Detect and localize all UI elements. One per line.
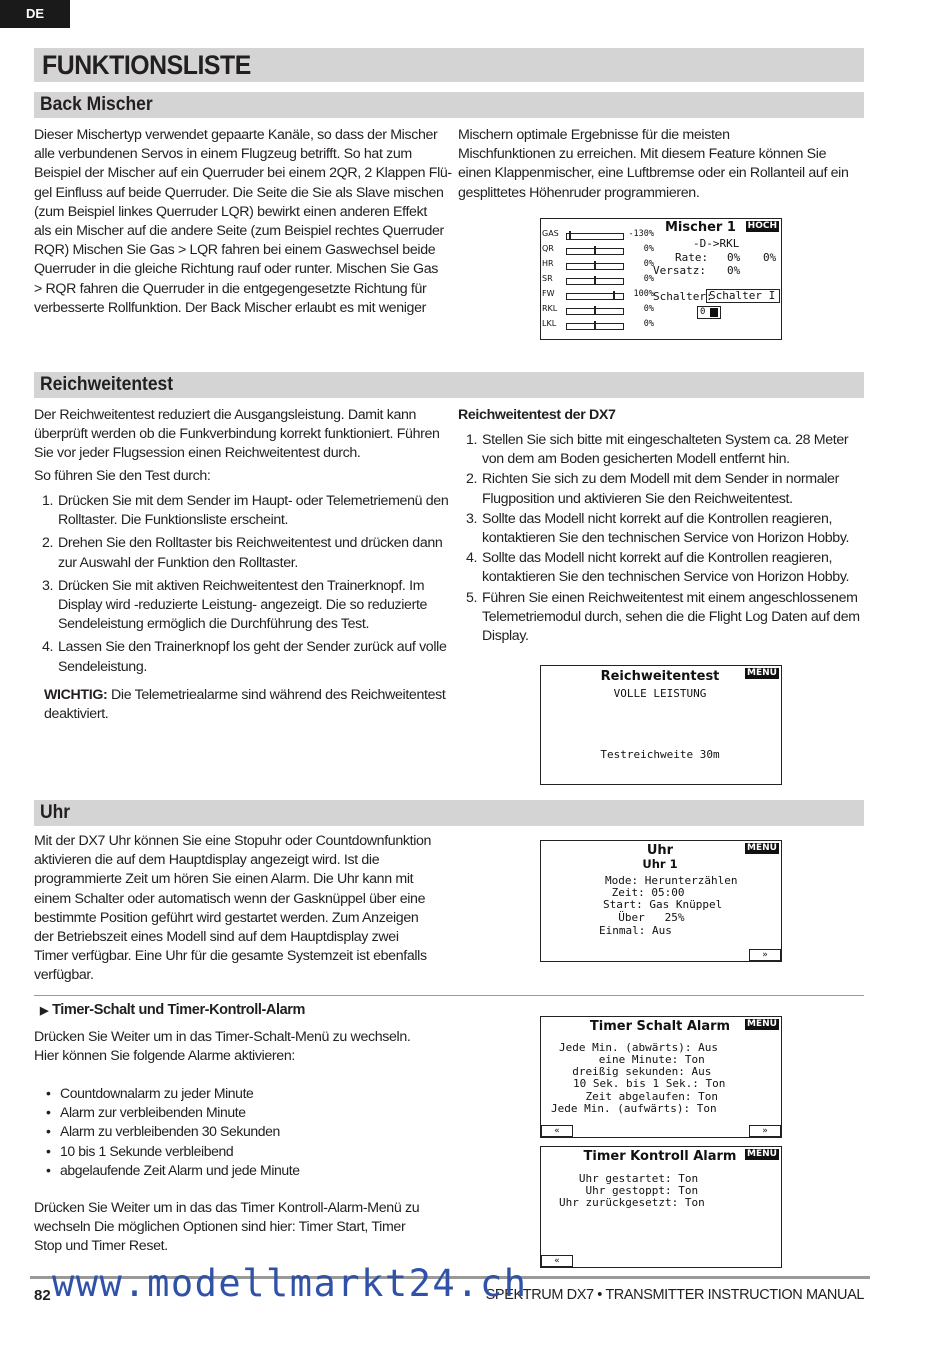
- channel-marker: [594, 321, 596, 330]
- section-heading-clock: Uhr: [40, 802, 71, 823]
- switch-select[interactable]: Schalter I: [706, 289, 780, 303]
- text-line: Drücken Sie mit dem Sender im Haupt- oder Telemetriemenü den: [58, 493, 449, 509]
- section-heading-back-mixer: Back Mischer: [40, 94, 153, 115]
- step-number: 3.: [466, 510, 478, 527]
- text-line: Beispiel der Mischer auf ein Querruder bei einem 2QR, 2 Klappen Flü-: [34, 165, 452, 182]
- channel-row-sr: [541, 273, 656, 287]
- channel-label: SR: [542, 274, 553, 283]
- timer-alarm-heading: Timer-Schalt und Timer-Kontroll-Alarm: [52, 1002, 306, 1018]
- text-line: Stop und Timer Reset.: [34, 1238, 168, 1255]
- timer-once-row[interactable]: Einmal: Aus: [599, 924, 672, 937]
- alarm-list: [46, 1084, 300, 1180]
- channel-marker: [569, 231, 571, 240]
- text-line: Sendeleistung.: [58, 658, 147, 675]
- text-line: programmierte Zeit um hören Sie einen Alarm. Die Uhr kann mit: [34, 871, 414, 888]
- text-line: Führen Sie einen Reichweitentest mit einem angeschlossenem: [482, 589, 858, 606]
- alarm-row[interactable]: Jede Min. (abwärts): Aus: [559, 1041, 718, 1054]
- mixer-screen-title: Mischer 1: [665, 220, 736, 235]
- timer-alarm-outro: [34, 1199, 419, 1257]
- list-item: [458, 470, 860, 508]
- offset-label: Versatz:: [653, 264, 706, 277]
- text-line: Dieser Mischertyp verwendet gepaarte Kanäle, so dass der Mischer: [34, 127, 438, 143]
- channel-row-rkl: [541, 303, 656, 317]
- channel-marker: [594, 261, 596, 270]
- text-line: Timer verfügbar. Eine Uhr für die gesamte Systemzeit ist ebenfalls: [34, 948, 427, 965]
- alarm-row[interactable]: Jede Min. (aufwärts): Ton: [551, 1102, 717, 1115]
- channel-marker: [594, 306, 596, 315]
- text-line: Drücken Sie mit aktiven Reichweitentest den Trainerknopf. Im: [58, 577, 425, 594]
- text-line: gel Einfluss auf beide Querruder. Die Seite die Sie als Slave mischen: [34, 184, 444, 201]
- list-item: • Alarm zu verbleibenden 30 Sekunden: [46, 1122, 300, 1141]
- alarm-row[interactable]: Uhr gestartet: Ton: [559, 1172, 699, 1185]
- text-line: gesplittetes Höhenruder programmieren.: [458, 184, 700, 201]
- text-line: von dem am Boden gesicherten Modell entfernt hin.: [482, 451, 790, 468]
- text-line: Lassen Sie den Trainerknopf los geht der Sender zurück auf volle: [58, 639, 447, 656]
- text-line: Sollte das Modell nicht korrekt auf die Kontrollen reagieren,: [482, 550, 833, 567]
- page-title: FUNKTIONSLISTE: [42, 50, 251, 80]
- list-item: [458, 510, 860, 548]
- channel-row-hr: [541, 258, 656, 272]
- text-line: Telemetriemodul durch, sehen die die Flight Log Daten auf dem: [482, 608, 860, 625]
- list-item: [458, 431, 860, 469]
- channel-value: 0%: [643, 259, 654, 269]
- mix-direction: -D->RKL: [693, 237, 740, 250]
- switch-indicator-icon: [710, 308, 718, 317]
- text-line: Richten Sie sich zu dem Modell mit dem Sender in normaler: [482, 471, 839, 488]
- list-item: [34, 492, 448, 530]
- timer-start-row[interactable]: Start: Gas Knüppel: [603, 898, 723, 911]
- text-line: RQR) Mischen Sie Gas > LQR fahren bei einem Gaswechsel beide: [34, 242, 436, 259]
- section-bar-back-mixer: [34, 92, 864, 118]
- text-line: (zum Beispiel linkes Querruder LQR) bewirkt einen anderen Effekt: [34, 203, 427, 220]
- channel-value: 0%: [643, 274, 654, 284]
- back-mixer-text-right: [458, 126, 849, 203]
- timer-switch-alarm-screen: [540, 1016, 782, 1138]
- list-item: [34, 534, 448, 572]
- text-line: kontaktieren Sie den technischen Service von Horizon Hobby.: [482, 530, 850, 547]
- text-line: einen Klappenmischer, eine Luftbremse oder ein Rollanteil auf ein: [458, 165, 849, 182]
- dx7-range-test: [458, 406, 616, 425]
- range-test-screen: [540, 665, 782, 785]
- channel-label: GAS: [542, 229, 559, 238]
- list-item: • abgelaufende Zeit Alarm und jede Minute: [46, 1161, 300, 1180]
- channel-row-fw: [541, 288, 656, 302]
- text-line: Stellen Sie sich bitte mit eingeschalteten System ca. 28 Meter: [482, 432, 849, 448]
- warning-line: [44, 686, 445, 705]
- next-page-button[interactable]: »: [749, 949, 781, 961]
- list-item: [34, 638, 448, 676]
- timer-control-alarm-title: Timer Kontroll Alarm: [583, 1149, 737, 1164]
- list-item: • Countdownalarm zu jeder Minute: [46, 1084, 300, 1103]
- page-number: 82: [34, 1287, 51, 1304]
- test-range-label: Testreichweite 30m: [600, 748, 720, 761]
- menu-button[interactable]: MENU: [747, 1019, 777, 1029]
- step-number: 2.: [42, 535, 54, 552]
- text-line: Flugposition und aktivieren Sie den Reichweitentest.: [482, 490, 793, 507]
- watermark: www.modellmarkt24.ch: [52, 1262, 528, 1305]
- text-line: alle verbundenen Servos in einem Flugzeug betrifft. So hat zum: [34, 146, 412, 163]
- alarm-row[interactable]: Zeit abgelaufen: Ton: [559, 1090, 718, 1103]
- menu-button[interactable]: MENU: [747, 843, 777, 853]
- prev-page-button[interactable]: «: [541, 1255, 573, 1267]
- channel-value: 100%: [633, 289, 654, 299]
- section-heading-range-test: Reichweitentest: [40, 374, 174, 395]
- timer-mode-row[interactable]: Mode: Herunterzählen: [605, 874, 738, 887]
- channel-value: 0%: [643, 319, 654, 329]
- channel-marker: [594, 246, 596, 255]
- switch-position: [697, 306, 721, 319]
- text-line: wechseln Die möglichen Optionen sind hier: Timer Start, Timer: [34, 1219, 406, 1236]
- text-line: der Betriebszeit eines Modell sind auf dem Hauptdisplay zwei: [34, 929, 399, 946]
- switch-position-value: 0: [700, 307, 706, 317]
- channel-label: FW: [542, 289, 555, 298]
- section-bar-clock: [34, 800, 864, 826]
- range-test-steps: [34, 492, 448, 677]
- list-item: • 10 bis 1 Sekunde verbleibend: [46, 1142, 300, 1161]
- text-line: Sendeleistung ermöglich die Durchführung des Test.: [58, 616, 370, 633]
- timer-alarm-intro: [34, 1028, 411, 1066]
- triangle-right-icon: ▶: [40, 1005, 49, 1017]
- channel-row-qr: [541, 243, 656, 257]
- text-line: aktivieren die auf dem Hauptdisplay angezeigt wird. Ist die: [34, 852, 380, 869]
- rate-label: Rate:: [675, 251, 709, 264]
- back-mixer-text-left: [34, 126, 452, 318]
- rate-value-2[interactable]: 0%: [763, 251, 777, 264]
- list-item: [458, 589, 860, 647]
- alarm-row[interactable]: eine Minute: Ton: [559, 1053, 705, 1066]
- text-line: Der Reichweitentest reduziert die Ausgangsleistung. Damit kann: [34, 407, 417, 423]
- channel-label: QR: [542, 244, 554, 253]
- text-line: Drücken Sie Weiter um in das Timer-Schalt-Menü zu wechseln.: [34, 1029, 411, 1045]
- menu-button[interactable]: MENU: [747, 668, 777, 678]
- text-line: Mischfunktionen zu erreichen. Mit diesem Feature können Sie: [458, 146, 827, 163]
- manual-title: SPEKTRUM DX7 • TRANSMITTER INSTRUCTION MANUAL: [485, 1287, 864, 1303]
- page-title-bar: [34, 48, 864, 82]
- power-status: VOLLE LEISTUNG: [613, 687, 707, 700]
- channel-marker: [594, 276, 596, 285]
- mixer-screen: [540, 218, 782, 340]
- section-bar-range-test: [34, 372, 864, 398]
- switch-label: Schalter:: [653, 290, 713, 303]
- text-line: zur Auswahl der Funktion den Rolltaster.: [58, 554, 298, 571]
- timer-over-row[interactable]: Über 25%: [605, 911, 685, 924]
- timer-control-alarm-screen: [540, 1146, 782, 1268]
- list-item: • Alarm zur verbleibenden Minute: [46, 1103, 300, 1122]
- text-line: bestimmte Position geführt wird gestartet werden. Zum Anzeigen: [34, 909, 419, 926]
- text-line: Sie vor jeder Flugsession einen Reichweitentest durch.: [34, 445, 361, 462]
- dx7-heading: Reichweitentest der DX7: [458, 407, 616, 423]
- range-test-intro: [34, 406, 440, 486]
- menu-button[interactable]: MENU: [747, 1149, 777, 1159]
- rate-value-1[interactable]: 0%: [727, 251, 741, 264]
- clock-text: [34, 832, 431, 986]
- text-line: Rolltaster. Die Funktionsliste erscheint.: [58, 512, 289, 529]
- channel-label: RKL: [542, 304, 558, 313]
- timer-alarm-heading-row: [40, 1002, 305, 1018]
- step-number: 2.: [466, 471, 478, 488]
- step-number: 1.: [466, 432, 478, 448]
- divider: [34, 995, 864, 996]
- channel-monitor: [541, 228, 657, 336]
- channel-marker: [613, 291, 615, 300]
- text-line: deaktiviert.: [44, 706, 109, 723]
- channel-label: LKL: [542, 319, 557, 328]
- warning-text: Die Telemetriealarme sind während des Reichweitentest: [107, 687, 446, 703]
- alarm-row[interactable]: dreißig sekunden: Aus: [559, 1065, 712, 1078]
- channel-bar: [566, 233, 624, 240]
- text-line: Mit der DX7 Uhr können Sie eine Stopuhr oder Countdownfunktion: [34, 833, 432, 849]
- text-line: Display.: [482, 628, 529, 645]
- text-line: Querruder in die gleiche Richtung rauf oder runter. Mischen Sie Gas: [34, 261, 438, 278]
- step-number: 3.: [42, 577, 54, 594]
- channel-row-lkl: [541, 318, 656, 332]
- clock-screen-subtitle: Uhr 1: [642, 857, 678, 871]
- alarm-row[interactable]: Uhr gestoppt: Ton: [559, 1184, 699, 1197]
- dx7-steps: [458, 431, 860, 646]
- range-test-warning: [44, 686, 445, 724]
- text-line: Drehen Sie den Rolltaster bis Reichweitentest und drücken dann: [58, 535, 443, 552]
- alarm-row[interactable]: Uhr zurückgesetzt: Ton: [559, 1196, 705, 1209]
- language-tab: DE: [0, 0, 70, 28]
- step-number: 4.: [466, 550, 478, 567]
- timer-time-row[interactable]: Zeit: 05:00: [605, 886, 685, 899]
- channel-value: -130%: [628, 229, 654, 239]
- list-item: [458, 549, 860, 587]
- text-line: verfügbar.: [34, 967, 94, 984]
- warning-label: WICHTIG:: [44, 687, 108, 703]
- how-to-label: So führen Sie den Test durch:: [34, 467, 211, 484]
- step-number: 5.: [466, 589, 478, 606]
- prev-page-button[interactable]: «: [541, 1125, 573, 1137]
- clock-screen: [540, 840, 782, 962]
- channel-label: HR: [542, 259, 554, 268]
- text-line: einem Schalter oder automatisch wenn der Gasknüppel über eine: [34, 890, 426, 907]
- channel-row-gas: [541, 228, 656, 242]
- text-line: Hier können Sie folgende Alarme aktivieren:: [34, 1048, 295, 1065]
- step-number: 4.: [42, 639, 54, 656]
- next-page-button[interactable]: »: [749, 1125, 781, 1137]
- text-line: kontaktieren Sie den technischen Service von Horizon Hobby.: [482, 569, 850, 586]
- alarm-row[interactable]: 10 Sek. bis 1 Sek.: Ton: [573, 1077, 726, 1090]
- text-line: Mischern optimale Ergebnisse für die meisten: [458, 127, 730, 143]
- text-line: > RQR fahren die Querruder in die entgegengesetzte Richtung für: [34, 280, 427, 297]
- channel-value: 0%: [643, 244, 654, 254]
- clock-screen-title: Uhr: [646, 843, 674, 858]
- text-line: als ein Mischer auf die andere Seite (zum Beispiel rechtes Querruder: [34, 223, 444, 240]
- text-line: verbesserte Rollfunktion. Der Back Mischer erlaubt es mit weniger: [34, 299, 427, 316]
- step-number: 1.: [42, 493, 54, 509]
- hoch-tag: HOCH: [747, 221, 777, 231]
- text-line: überprüft werden ob die Funkverbindung korrekt funktioniert. Führen: [34, 426, 440, 443]
- list-item: [34, 577, 448, 635]
- timer-switch-alarm-title: Timer Schalt Alarm: [589, 1019, 731, 1034]
- channel-value: 0%: [643, 304, 654, 314]
- text-line: Sollte das Modell nicht korrekt auf die Kontrollen reagieren,: [482, 510, 833, 527]
- text-line: Display wird -reduzierte Leistung- angezeigt. Die so reduzierte: [58, 597, 428, 614]
- text-line: Drücken Sie Weiter um in das das Timer Kontroll-Alarm-Menü zu: [34, 1200, 420, 1216]
- offset-value[interactable]: 0%: [727, 264, 741, 277]
- range-test-screen-title: Reichweitentest: [600, 669, 720, 684]
